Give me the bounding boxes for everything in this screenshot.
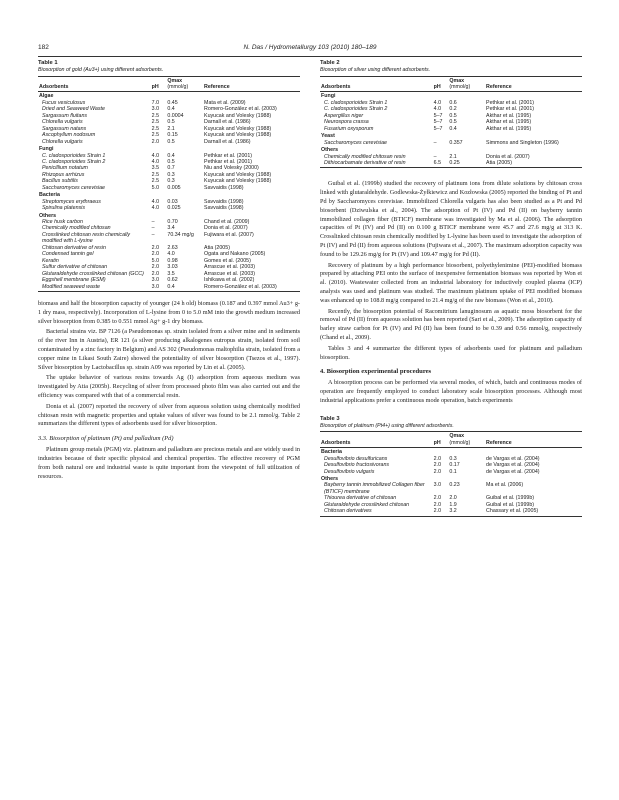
- cell-qmax: 3.5: [167, 270, 175, 277]
- cell-qmax: 0.0004: [167, 112, 184, 119]
- cell-ph: 3.0: [433, 482, 442, 489]
- cell-ph: 4.0: [151, 198, 160, 205]
- table-2-header-adsorbents: Adsorbents: [320, 76, 433, 92]
- cell-reference: Darnall et al. (1986): [204, 138, 251, 145]
- group-label: Bacteria: [39, 192, 60, 199]
- cell-reference: Pethkar et al. (2001): [486, 106, 535, 113]
- cell-reference: Chassary et al. (2005): [485, 508, 582, 516]
- cell-ph: 2.5: [151, 112, 160, 119]
- cell-qmax: 0.45: [167, 99, 178, 106]
- cell-adsorbent: Desulfovibrio desulfuricans: [324, 455, 388, 462]
- cell-ph: 2.0: [433, 495, 442, 502]
- cell-ph: 2.0: [433, 508, 449, 516]
- cell-qmax: 0.5: [167, 119, 175, 126]
- table-2-body: [320, 92, 582, 168]
- cell-adsorbent: Bayberry tannin immobilized Collagen fiber (BTICF) membrane: [324, 482, 425, 495]
- table-3-header-reference: Reference: [485, 432, 582, 448]
- cell-ph: 4.0: [151, 205, 160, 212]
- table-3-caption: Biosorption of platinum (Pt4+) using different adsorbents.: [320, 422, 454, 429]
- cell-reference: Ishikawa et al. (2002): [204, 277, 255, 284]
- cell-qmax: 2.1: [449, 153, 457, 160]
- cell-adsorbent: Chemically modified chitosan: [42, 225, 111, 232]
- cell-qmax: 0.4: [167, 106, 175, 113]
- cell-ph: 4.0: [151, 152, 160, 159]
- table-group-row: [320, 132, 582, 139]
- cell-ph: 2.0: [433, 501, 442, 508]
- cell-adsorbent: Condensed tannin gel: [42, 251, 94, 258]
- cell-reference: Arrascue et al. (2003): [204, 270, 255, 277]
- cell-qmax: 0.5: [449, 112, 457, 119]
- cell-adsorbent: Chitosan derivatives: [320, 508, 433, 516]
- table-1-header-qmax: [166, 76, 203, 92]
- cell-adsorbent: C. cladosporioides Strain 2: [324, 106, 388, 113]
- cell-adsorbent: Chemically modified chitosan resin: [324, 153, 406, 160]
- cell-reference: Savvaidis (1998): [204, 205, 244, 212]
- cell-ph: –: [151, 225, 155, 232]
- table-group-row: [38, 92, 300, 100]
- cell-qmax: 0.5: [449, 119, 457, 126]
- cell-reference: Fujiwara et al. (2007): [204, 231, 254, 238]
- cell-adsorbent: Neurospora crassa: [324, 119, 369, 126]
- cell-adsorbent: Dried and Seaweed Waste: [42, 106, 105, 113]
- cell-adsorbent: Rhizopus arrhizus: [42, 171, 85, 178]
- cell-reference: Guibal et al. (1999b): [486, 501, 535, 508]
- cell-ph: 2.0: [151, 138, 160, 145]
- cell-reference: de Vargas et al. (2004): [486, 455, 540, 462]
- table-2-header-qmax-unit: (mmol/g): [449, 83, 471, 90]
- cell-reference: Niu and Volesky (2000): [204, 165, 259, 172]
- table-3: [320, 416, 582, 517]
- cell-qmax: 0.62: [167, 277, 178, 284]
- cell-ph: 2.0: [433, 455, 442, 462]
- cell-reference: Savvaidis (1998): [204, 198, 244, 205]
- left-paragraph-5: Platinum group metals (PGM) viz. platinum and palladium are precious metals and are widely used in industries because of their specific physical and chemical properties. The effective recovery of PGM from both natural ore and industrial waste is quite important from the viewpoint of full utilization of resources.: [38, 446, 300, 480]
- cell-ph: 3.0: [151, 106, 160, 113]
- section-title: Biosorption experimental procedures: [326, 368, 432, 376]
- table-3-header-qmax: [448, 432, 485, 448]
- table-group-row: [320, 146, 582, 153]
- cell-reference: Atia (2005): [204, 244, 230, 251]
- cell-qmax: 3.2: [448, 508, 485, 516]
- cell-reference: Donia et al. (2007): [486, 153, 530, 160]
- cell-adsorbent: Keratin: [42, 257, 59, 264]
- left-body-text: [38, 300, 300, 429]
- left-paragraph-3: The uptake behavior of various resins towards Ag (I) adsorption from aqueous medium was investigated by Atia (2005b). Recycling of silver from processed photo film was also carried out and the efficiency was compared with that of a commercial resin.: [38, 374, 300, 399]
- cell-reference: Pethkar et al. (2001): [486, 99, 535, 106]
- cell-qmax: 3.4: [167, 225, 175, 232]
- right-paragraph-5: A biosorption process can be performed via several modes, of which, batch and continuous modes of operation are frequently employed to conduct laboratory scale biosorption processes. Although most industrial applications prefer a continuous mode operation, batch experiments: [320, 379, 582, 404]
- cell-adsorbent: C. cladosporioides Strain 1: [42, 152, 106, 159]
- table-1-label: Table 1: [38, 60, 58, 66]
- cell-reference: Akthar et al. (1995): [486, 125, 532, 132]
- cell-qmax: 0.3: [449, 455, 457, 462]
- group-label: Others: [321, 147, 339, 154]
- cell-reference: Romero-González et al. (2003): [204, 106, 277, 113]
- cell-adsorbent: Thiourea derivative of chitosan: [324, 495, 397, 502]
- right-paragraph-1: Guibal et al. (1999b) studied the recovery of platinum ions from dilute solutions by chitosan cross linked with glutaraldehyde. Godlewska-Żyłkiewicz and Kozłowska (2005) reported the binding of Pt and Pd by Saccharomyces cerevisiae. Immobilized Chlorella vulgaris has also been studied as a Pt and Pd biosorbent (Dziwulska et al., 2004). The adsorption of Pt (IV) and Pd (II) on bayberry tannin immobilized collagen fiber (BTICF) membrane was investigated by Ma et al. (2006). The adsorption capacities of Pt (IV) and Pd (II) on 0.100 g BTICF membrane were 45.7 and 27.6 mg/g at 313 K. Crosslinked chitosan resin chemically modified by L-lysine has been used to investigate the adsorption of Pt (IV) and Pd (II) from aqueous solutions (Fujiwara et al., 2007). The maximum adsorption capacity was found to be 129.26 mg/g for Pt (IV) and 109.47 mg/g for Pd (II).: [320, 180, 582, 258]
- cell-ph: 2.5: [151, 119, 160, 126]
- cell-adsorbent: Streptomyces erythraeus: [42, 198, 101, 205]
- cell-qmax: 0.25: [448, 160, 485, 168]
- cell-reference: Darnall et al. (1986): [204, 119, 251, 126]
- cell-ph: 3.0: [151, 284, 167, 292]
- cell-ph: –: [433, 153, 437, 160]
- cell-reference: de Vargas et al. (2004): [486, 468, 540, 475]
- left-paragraph-4: Donia et al. (2007) reported the recovery of silver from aqueous solution using chemically modified chitosan resin with magnetic properties and uptake values of silver was found to be 2.1 mmol/g. Table 2 summarizes the different types of adsorbents used for silver biosorption.: [38, 402, 300, 428]
- table-2-header-qmax: [448, 76, 485, 92]
- table-row: [320, 508, 582, 516]
- table-1-caption: Biosorption of gold (Au3+) using different adsorbents.: [38, 67, 164, 74]
- left-paragraph-2: Bacterial strains viz. BP 7126 (a Pseudomonas sp. strain isolated from a silver mine and in sediments of the river Inn in Austria), ER 121 (a silver producing alkalogenes eutropus strain, isolated from soil contaminated by a zinc factory in Belgium) and AS 302 (Pseudomonas maltophilia strain, isolated from a copper mine in Likasi South Zaire) showed the potentiality of silver biosorption (Tsezos et al., 1997). Silver biosorption by Lactobacillus sp. strain A09 was reported by Lin et al. (2005).: [38, 328, 300, 371]
- table-1-header-adsorbents: Adsorbents: [38, 76, 151, 92]
- subsection-heading-3-3: [38, 435, 300, 442]
- table-row: [38, 284, 300, 292]
- cell-qmax: 0.17: [449, 462, 460, 469]
- cell-adsorbent: C. cladosporioides Strain 2: [42, 158, 106, 165]
- table-3-label: Table 3: [320, 415, 340, 422]
- table-row: [38, 232, 300, 245]
- table-3-body: [320, 448, 582, 517]
- cell-ph: 5–7: [433, 112, 443, 119]
- cell-adsorbent: Rice husk carbon: [42, 219, 83, 226]
- table-row: [38, 106, 300, 112]
- cell-ph: 4.0: [151, 158, 160, 165]
- cell-adsorbent: Saccharomyces cerevisiae: [42, 184, 105, 191]
- table-1-header-reference: Reference: [203, 76, 300, 92]
- cell-ph: 3.5: [151, 165, 160, 172]
- table-2-label: Table 2: [320, 60, 340, 66]
- cell-qmax: 70.34 mg/g: [167, 231, 194, 238]
- cell-reference: Kuyucak and Volesky (1988): [204, 171, 272, 178]
- cell-qmax: 0.4: [166, 284, 203, 292]
- cell-adsorbent: Ascophyllum nodosum: [42, 132, 96, 139]
- cell-adsorbent: Fusarium oxysporum: [324, 125, 374, 132]
- table-2-caption: Biosorption of silver using different adsorbents.: [320, 67, 431, 74]
- cell-ph: 6.5: [433, 160, 449, 168]
- cell-reference: Ma et al. (2006): [486, 482, 524, 489]
- cell-adsorbent: Aspergillus niger: [324, 112, 364, 119]
- cell-adsorbent: C. cladosporioides Strain 1: [324, 99, 388, 106]
- cell-ph: 2.5: [151, 178, 160, 185]
- cell-ph: –: [151, 219, 155, 226]
- cell-adsorbent: Chlorella vulgaris: [42, 138, 83, 145]
- cell-adsorbent: Fucus vesiculosus: [42, 99, 86, 106]
- cell-ph: 3.0: [151, 277, 160, 284]
- cell-ph: 2.0: [151, 264, 160, 271]
- cell-reference: Kuyucak and Volesky (1988): [204, 112, 272, 119]
- cell-reference: Romero-González et al. (2003): [203, 284, 300, 292]
- cell-qmax: 0.4: [449, 125, 457, 132]
- cell-qmax: 4.0: [167, 251, 175, 258]
- cell-ph: 2.5: [151, 132, 160, 139]
- right-body-text: [320, 180, 582, 362]
- table-row: [38, 132, 300, 138]
- table-1: [38, 60, 300, 292]
- cell-ph: 5–7: [433, 125, 443, 132]
- cell-adsorbent: Spirulina platensis: [42, 205, 85, 212]
- cell-reference: Gomes et al. (2005): [204, 257, 251, 264]
- table-3-header-qmax-unit: (mmol/g): [449, 439, 471, 446]
- cell-qmax: 0.23: [449, 482, 460, 489]
- cell-adsorbent: Glutaraldehyde crosslinked chitosan (GCC): [42, 270, 144, 277]
- cell-qmax: 1.9: [449, 501, 457, 508]
- cell-qmax: 0.3: [167, 171, 175, 178]
- cell-reference: Arrascue et al. (2003): [204, 264, 255, 271]
- table-3-header-qmax-label: Qmax: [449, 433, 465, 440]
- table-group-row: [38, 212, 300, 219]
- cell-qmax: 0.1: [449, 468, 457, 475]
- cell-qmax: 0.5: [167, 158, 175, 165]
- table-1-body: [38, 92, 300, 292]
- group-label: Fungi: [321, 93, 336, 100]
- cell-qmax: 0.15: [167, 132, 178, 139]
- header-rule: [38, 56, 582, 57]
- cell-qmax: 0.2: [449, 106, 457, 113]
- table-1-header-qmax-label: Qmax: [167, 77, 183, 84]
- cell-reference: Savvaidis (1998): [204, 184, 244, 191]
- cell-adsorbent: Desulfovibrio vulgaris: [324, 468, 375, 475]
- cell-reference: Mata et al. (2009): [204, 99, 246, 106]
- cell-qmax: 0.70: [167, 219, 178, 226]
- cell-ph: 5.0: [151, 257, 160, 264]
- table-row: [320, 482, 582, 495]
- cell-qmax: 0.5: [167, 138, 175, 145]
- group-label: Fungi: [39, 146, 54, 153]
- group-label: Others: [39, 212, 57, 219]
- cell-qmax: 0.98: [167, 257, 178, 264]
- cell-qmax: 0.7: [167, 165, 175, 172]
- cell-reference: de Vargas et al. (2004): [486, 462, 540, 469]
- cell-reference: Akthar et al. (1995): [486, 119, 532, 126]
- cell-qmax: 3.03: [167, 264, 178, 271]
- cell-qmax: 0.357: [449, 139, 463, 146]
- page-number: 182: [38, 44, 49, 51]
- cell-ph: 4.0: [433, 106, 442, 113]
- cell-adsorbent: Saccharomyces cerevisiae: [324, 139, 387, 146]
- cell-reference: Akthar et al. (1995): [486, 112, 532, 119]
- cell-qmax: 0.005: [167, 184, 181, 191]
- cell-reference: Donia et al. (2007): [204, 225, 248, 232]
- cell-ph: 2.0: [151, 251, 160, 258]
- cell-qmax: 2.1: [167, 125, 175, 132]
- group-label: Algae: [39, 93, 54, 100]
- table-group-row: [320, 475, 582, 482]
- right-column: [320, 60, 582, 517]
- cell-ph: 5–7: [433, 119, 443, 126]
- cell-ph: 2.0: [433, 462, 442, 469]
- cell-ph: 7.0: [151, 99, 160, 106]
- cell-ph: 2.0: [433, 468, 442, 475]
- cell-qmax: 0.025: [167, 205, 181, 212]
- subsection-title: Biosorption of platinum (Pt) and palladium (Pd): [49, 435, 174, 443]
- table-group-row: [38, 191, 300, 198]
- table-2-header-ph: pH: [433, 76, 449, 92]
- cell-reference: Simmons and Singleton (1996): [486, 139, 559, 146]
- right-paragraph-3: Recently, the biosorption potential of Racomitrium lanuginosum as aquatic moss biosorbent for the removal of Pd (II) from aqueous solution has been reported (Sari et al., 2009). The adsorption capacity of barley straw carbon for Pt (IV) and Pd (II) has been found to be 0.39 and 0.56 mmol/g, respectively (Chand et al., 2009).: [320, 307, 582, 341]
- cell-adsorbent: Modified seaweed waste: [38, 284, 151, 292]
- cell-adsorbent: Chitosan derivative of resin: [42, 244, 106, 251]
- table-2-header-reference: Reference: [485, 76, 582, 92]
- section-heading-4: [320, 368, 582, 375]
- left-paragraph-1: biomass and half the biosorption capacity of younger (24 h old) biomass (0.187 and 0.397 mmol Au3+ g-1 dry mass, respectively). Incorporation of L-lysine from 0 to 5.0 mM into the growth medium increased silver biosorption from 0.385 to 0.551 mmol Ag+ g-1 dry biomass.: [38, 300, 300, 325]
- cell-reference: Pethkar et al. (2001): [204, 158, 253, 165]
- table-row: [320, 160, 582, 168]
- table-1-header-qmax-unit: (mmol/g): [167, 83, 189, 90]
- table-3-header-ph: pH: [433, 432, 449, 448]
- cell-adsorbent: Sargassum natans: [42, 125, 87, 132]
- table-row: [38, 251, 300, 257]
- cell-adsorbent: Sulfur derivative of chitosan: [42, 264, 108, 271]
- cell-adsorbent: Eggshell membrane (ESM): [42, 277, 106, 284]
- running-header: [38, 44, 582, 56]
- cell-adsorbent: Penicillium notatum: [42, 165, 88, 172]
- cell-ph: 2.5: [151, 125, 160, 132]
- cell-adsorbent: Dithiocarbamate derivative of resin: [320, 160, 433, 168]
- cell-adsorbent: Desulfovibrio fructosivorans: [324, 462, 390, 469]
- cell-ph: 5.0: [151, 184, 160, 191]
- right-paragraph-4: Tables 3 and 4 summarize the different types of adsorbents used for platinum and palladium biosorption.: [320, 344, 582, 361]
- cell-qmax: 0.6: [449, 99, 457, 106]
- subsection-number: 3.3.: [38, 435, 48, 443]
- table-group-row: [320, 448, 582, 456]
- cell-reference: Ogata and Nakano (2005): [204, 251, 266, 258]
- cell-ph: 2.5: [151, 171, 160, 178]
- group-label: Yeast: [321, 133, 335, 140]
- table-group-row: [320, 92, 582, 100]
- table-1-header-ph: pH: [151, 76, 167, 92]
- journal-citation: N. Das / Hydrometallurgy 103 (2010) 180–189: [243, 44, 377, 51]
- cell-ph: 4.0: [433, 99, 442, 106]
- cell-reference: Chand et al. (2009): [204, 219, 250, 226]
- right-paragraph-2: Recovery of platinum by a high performance biosorbent, polyethylenimine (PEI)-modified biomass prepared by attaching PEI onto the surface of inexpensive fermentation biomass was reported by Won et al. (2010). Wastewater collected from an industrial laboratory for inductively coupled plasma (ICP) analysis was used and platinum was studied. The maximum platinum uptake of PEI modified biomass was enhanced up to 108.8 mg/g compared to 21.4 mg/g of the raw biomass (Won et al., 2010).: [320, 261, 582, 304]
- table-2-header-qmax-label: Qmax: [449, 77, 465, 84]
- table-group-row: [38, 145, 300, 152]
- cell-reference: Atia (2005): [485, 160, 582, 168]
- cell-qmax: 0.03: [167, 198, 178, 205]
- cell-ph: –: [433, 139, 437, 146]
- cell-adsorbent: Bacillus subtilis: [42, 178, 78, 185]
- cell-adsorbent: Glutaraldehyde crosslinked chitosan: [324, 501, 410, 508]
- left-body-text-2: [38, 446, 300, 481]
- cell-adsorbent: Chlorella vulgaris: [42, 119, 83, 126]
- group-label: Bacteria: [321, 449, 342, 456]
- cell-reference: Pethkar et al. (2001): [204, 152, 253, 159]
- cell-qmax: 2.0: [449, 495, 457, 502]
- cell-adsorbent: Sargassum fluitans: [42, 112, 88, 119]
- cell-ph: –: [151, 231, 155, 238]
- cell-reference: Kuyucak and Volesky (1988): [204, 178, 272, 185]
- cell-qmax: 2.63: [167, 244, 178, 251]
- table-3-header-adsorbents: Adsorbents: [320, 432, 433, 448]
- cell-reference: Kuyucak and Volesky (1988): [204, 125, 272, 132]
- cell-qmax: 0.4: [167, 152, 175, 159]
- cell-qmax: 0.3: [167, 178, 175, 185]
- cell-ph: 2.0: [151, 244, 160, 251]
- right-body-text-2: [320, 379, 582, 405]
- section-number: 4.: [320, 368, 325, 376]
- cell-adsorbent: Crosslinked chitosan resin chemically modified with L-lysine: [42, 231, 131, 245]
- group-label: Others: [321, 475, 339, 482]
- table-row: [38, 178, 300, 184]
- left-column: [38, 60, 300, 483]
- table-row: [320, 140, 582, 146]
- table-2: [320, 60, 582, 168]
- cell-reference: Guibal et al. (1999b): [486, 495, 535, 502]
- cell-reference: Kuyucak and Volesky (1988): [204, 132, 272, 139]
- cell-ph: 2.0: [151, 270, 160, 277]
